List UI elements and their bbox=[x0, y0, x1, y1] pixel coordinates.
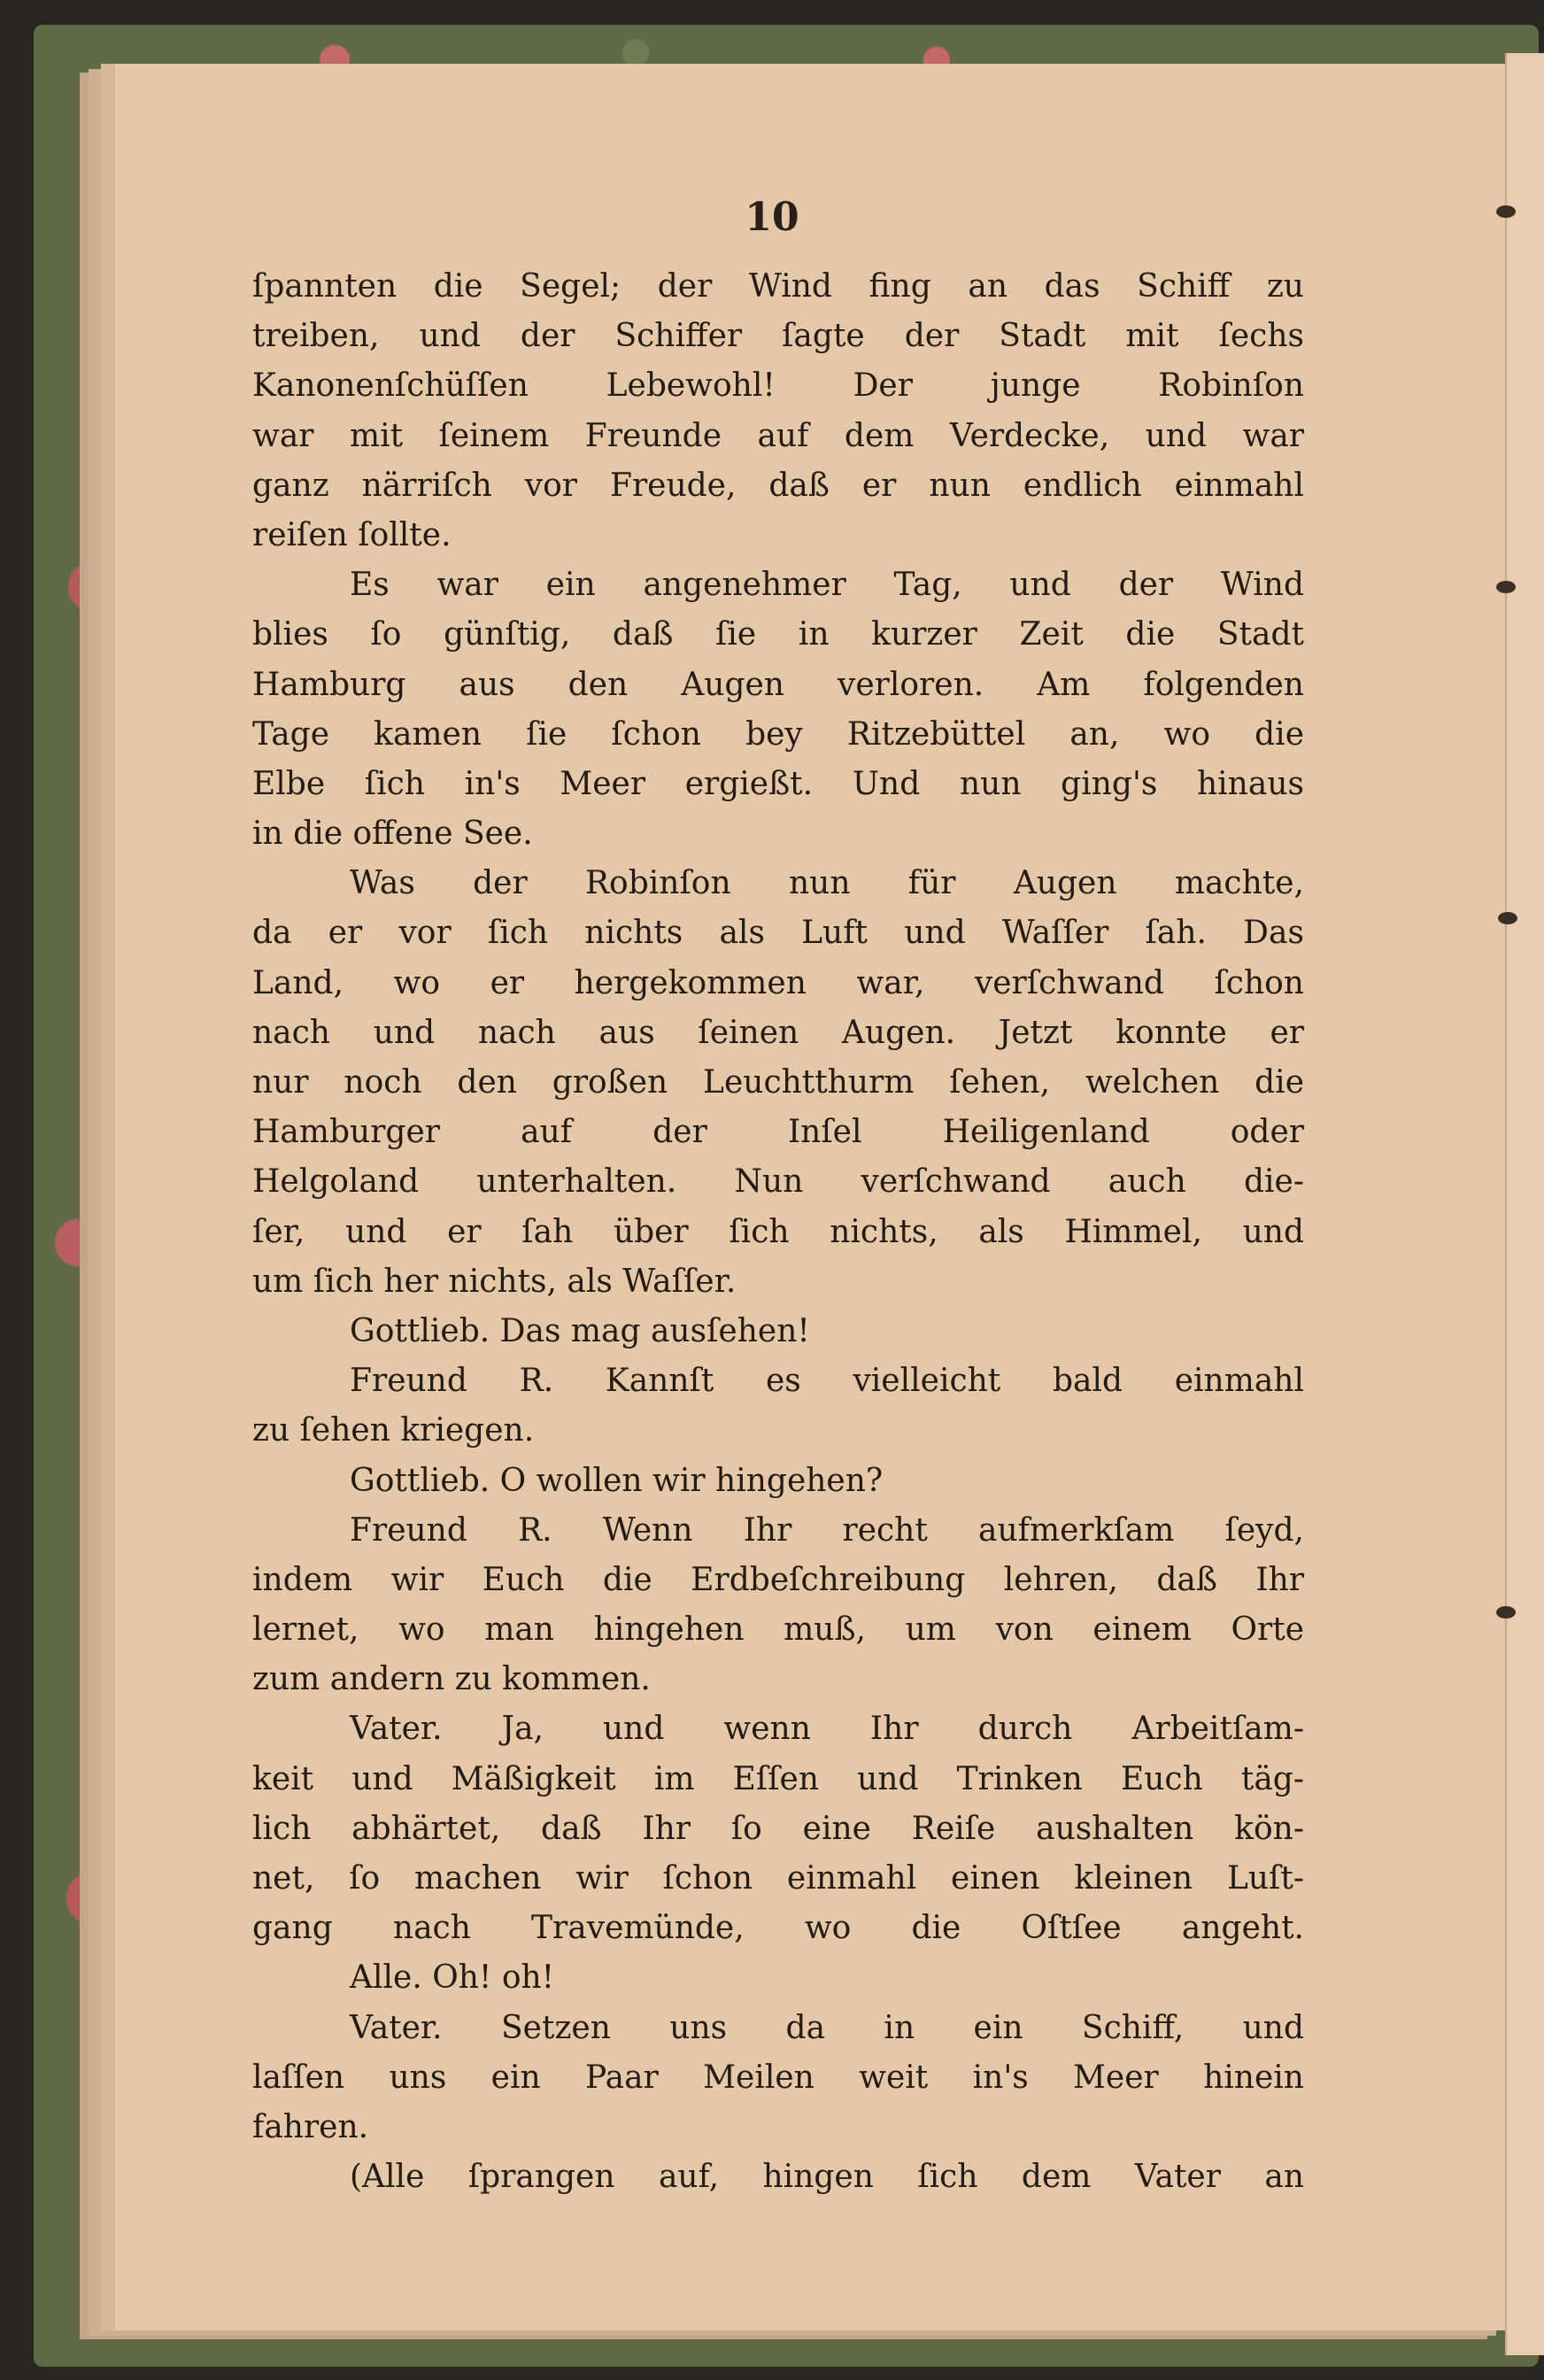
page-number: 10 bbox=[745, 195, 799, 240]
text-line: ganz närriſch vor Freude, daß er nun endlich einmahl bbox=[252, 467, 1304, 504]
text-line: ſer, und er ſah über ſich nichts, als Himmel, und bbox=[252, 1213, 1304, 1250]
text-line: ſpannten die Segel; der Wind fing an das Schiff zu bbox=[252, 268, 1304, 305]
text-line: Kanonenſchüſſen Lebewohl! Der junge Robinſon bbox=[252, 367, 1304, 405]
text-line: Land, wo er hergekommen war, verſchwand ſchon bbox=[252, 964, 1304, 1001]
text-line: Vater. Setzen uns da in ein Schiff, und bbox=[350, 2009, 1304, 2046]
text-line: um ſich her nichts, als Waſſer. bbox=[252, 1263, 737, 1300]
text-line: zu ſehen kriegen. bbox=[252, 1412, 535, 1449]
text-line: Freund R. Kannſt es vielleicht bald einmahl bbox=[350, 1363, 1304, 1400]
text-line: zum andern zu kommen. bbox=[252, 1661, 651, 1698]
text-line: Was der Robinſon nun für Augen machte, bbox=[350, 865, 1304, 902]
stitch-hole bbox=[1496, 1606, 1516, 1619]
text-line: Hamburg aus den Augen verloren. Am folgenden bbox=[252, 666, 1304, 703]
text-line: war mit ſeinem Freunde auf dem Verdecke, und war bbox=[252, 417, 1304, 454]
text-line: (Alle ſprangen auf, hingen ſich dem Vater an bbox=[350, 2159, 1304, 2196]
text-line: Es war ein angenehmer Tag, und der Wind bbox=[350, 567, 1304, 604]
text-line: da er vor ſich nichts als Luft und Waſſer ſah. Das bbox=[252, 915, 1304, 952]
text-line: net, ſo machen wir ſchon einmahl einen kleinen Luſt- bbox=[252, 1860, 1304, 1897]
text-line: reiſen ſollte. bbox=[252, 516, 452, 553]
text-line: Vater. Ja, und wenn Ihr durch Arbeitſam- bbox=[350, 1711, 1304, 1748]
facing-page-edge bbox=[1505, 53, 1544, 2355]
text-line: lernet, wo man hingehen muß, um von einem Orte bbox=[252, 1611, 1304, 1649]
text-line: Gottlieb. O wollen wir hingehen? bbox=[350, 1462, 884, 1499]
text-line: Helgoland unterhalten. Nun verſchwand auch die- bbox=[252, 1163, 1304, 1201]
text-line: fahren. bbox=[252, 2108, 369, 2145]
text-line: in die offene See. bbox=[252, 815, 533, 853]
text-line: Gottlieb. Das mag ausſehen! bbox=[350, 1312, 810, 1349]
text-line: nach und nach aus ſeinen Augen. Jetzt konnte er bbox=[252, 1014, 1304, 1051]
text-line: treiben, und der Schiffer ſagte der Stadt mit ſechs bbox=[252, 318, 1304, 355]
text-line: Elbe ſich in's Meer ergießt. Und nun ging's hinaus bbox=[252, 765, 1304, 802]
text-line: Freund R. Wenn Ihr recht aufmerkſam ſeyd, bbox=[350, 1511, 1304, 1549]
text-line: indem wir Euch die Erdbeſchreibung lehren, daß Ihr bbox=[252, 1561, 1304, 1598]
text-line: laſſen uns ein Paar Meilen weit in's Meer hinein bbox=[252, 2059, 1304, 2096]
text-line: Alle. Oh! oh! bbox=[350, 1959, 555, 1997]
stitch-hole bbox=[1498, 912, 1517, 924]
text-line: gang nach Travemünde, wo die Oſtſee angeht. bbox=[252, 1910, 1304, 1947]
text-line: blies ſo günſtig, daß ſie in kurzer Zeit die Stadt bbox=[252, 616, 1304, 653]
text-line: lich abhärtet, daß Ihr ſo eine Reiſe aushalten kön- bbox=[252, 1810, 1304, 1847]
text-line: Tage kamen ſie ſchon bey Ritzebüttel an, wo die bbox=[252, 715, 1304, 753]
page-text bbox=[252, 262, 1304, 2202]
text-line: nur noch den großen Leuchtthurm ſehen, welchen die bbox=[252, 1064, 1304, 1101]
stitch-hole bbox=[1496, 581, 1516, 593]
text-line: Hamburger auf der Inſel Heiligenland oder bbox=[252, 1114, 1304, 1151]
text-line: keit und Mäßigkeit im Eſſen und Trinken Euch täg- bbox=[252, 1760, 1304, 1797]
